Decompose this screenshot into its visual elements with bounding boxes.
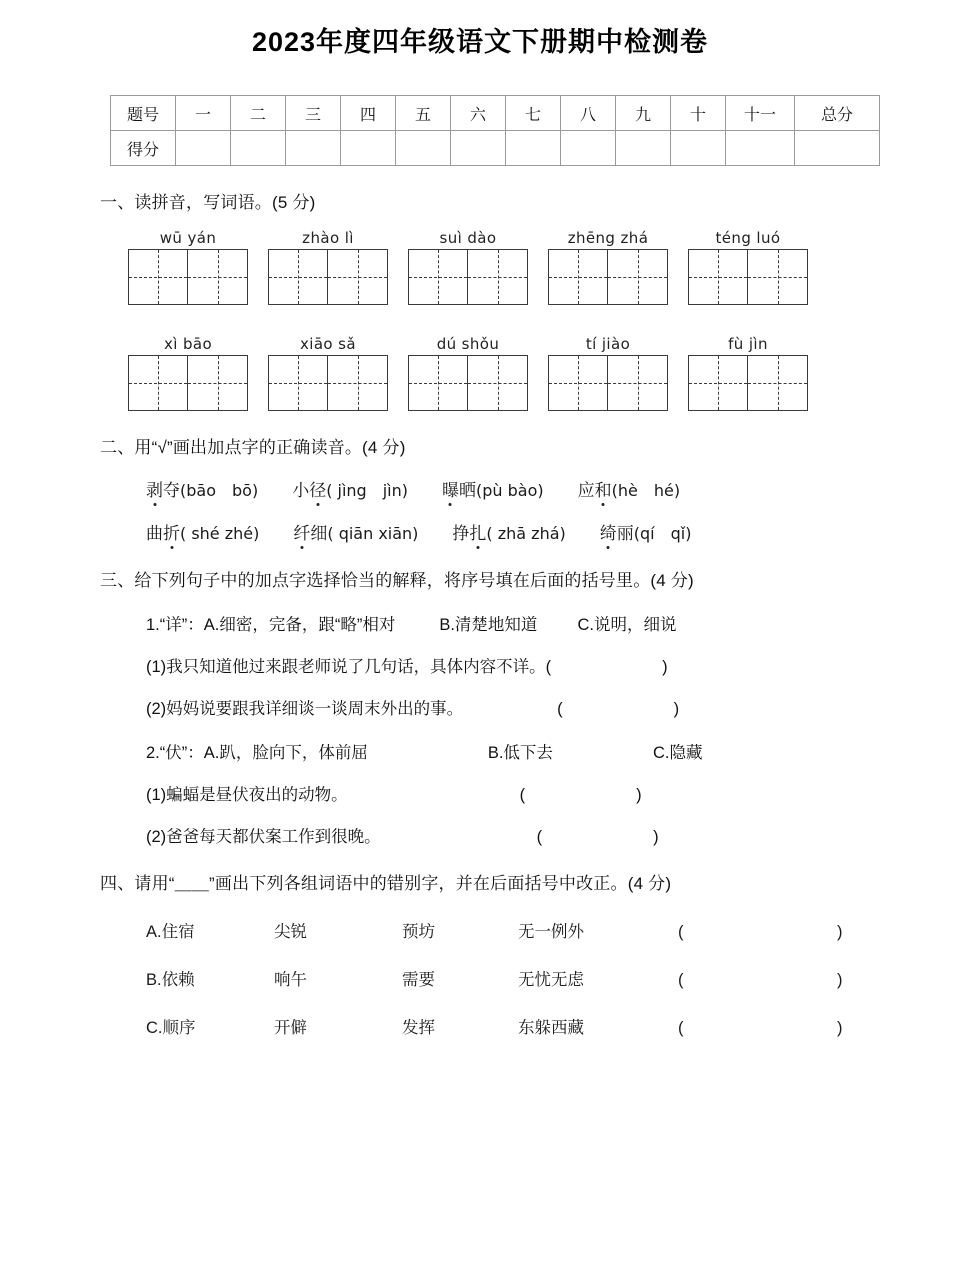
word-char: 小	[292, 481, 310, 500]
score-table-header-cell: 二	[231, 96, 286, 131]
pinyin-cell-group	[548, 227, 688, 305]
answer-blank[interactable]: ( )	[545, 658, 694, 676]
score-input-cell[interactable]	[616, 131, 671, 166]
pinyin-label: tí jiào	[585, 335, 631, 353]
tianzige-box[interactable]	[128, 249, 248, 305]
pinyin-options: ( qiān xiān)	[327, 524, 419, 543]
score-table-header-cell: 九	[616, 96, 671, 131]
word-item[interactable]: 无一例外	[518, 923, 584, 941]
dotted-character: 纤	[293, 519, 310, 544]
tianzige-box[interactable]	[548, 249, 668, 305]
correction-blank[interactable]: ( )	[678, 923, 869, 941]
pinyin-cell-group	[548, 333, 688, 411]
pinyin-options: ( shé zhé)	[180, 524, 260, 543]
tianzige-box[interactable]	[548, 355, 668, 411]
pronunciation-item[interactable]	[146, 519, 259, 544]
pinyin-cell-group	[408, 333, 548, 411]
pinyin-label: xiāo sǎ	[300, 335, 356, 353]
section-1-heading: 一、读拼音，写词语。(5 分)	[100, 193, 316, 212]
score-table-header-cell: 三	[286, 96, 341, 131]
word-group-label: C.顺序	[146, 1019, 196, 1037]
answer-blank[interactable]: ( )	[557, 700, 706, 718]
pinyin-label: wū yán	[159, 229, 217, 247]
score-input-cell[interactable]	[726, 131, 795, 166]
score-input-cell[interactable]	[396, 131, 451, 166]
pinyin-options: (bāo bō)	[180, 481, 259, 500]
section-4-heading: 四、请用“＿＿”画出下列各组词语中的错别字，并在后面括号中改正。(4 分)	[100, 874, 672, 893]
score-input-cell[interactable]	[506, 131, 561, 166]
pinyin-options: (hè hé)	[611, 481, 681, 500]
word-group-label: B.依赖	[146, 971, 195, 989]
dotted-character: 曝	[442, 476, 459, 501]
pinyin-label: dú shǒu	[436, 335, 500, 353]
table-row	[111, 96, 880, 131]
sentence-text: (1)我只知道他过来跟老师说了几句话，具体内容不详。	[146, 658, 546, 676]
word-item[interactable]: 需要	[402, 971, 435, 989]
wrong-char-row	[146, 1014, 960, 1038]
score-table	[110, 95, 880, 166]
meaning-sentence	[146, 653, 960, 677]
score-input-cell[interactable]	[795, 131, 880, 166]
word-char: 夺	[163, 481, 180, 500]
score-table-header-cell: 十一	[726, 96, 795, 131]
score-table-header-cell: 总分	[795, 96, 880, 131]
pinyin-label: fù jìn	[728, 335, 768, 353]
meaning-option-c: C.说明，细说	[577, 616, 677, 634]
pinyin-label: xì bāo	[163, 335, 213, 353]
dotted-character: 扎	[469, 519, 486, 544]
word-item[interactable]: 无忧无虑	[518, 971, 584, 989]
tianzige-box[interactable]	[688, 249, 808, 305]
pronunciation-item[interactable]	[292, 476, 408, 501]
score-table-header-cell: 八	[561, 96, 616, 131]
meaning-sentence	[146, 823, 960, 847]
score-table-row-label: 得分	[111, 131, 176, 166]
meaning-item-1-prompt	[146, 611, 960, 635]
meaning-option-b: B.清楚地知道	[439, 616, 538, 634]
answer-blank[interactable]: ( )	[536, 828, 685, 846]
sentence-text: (2)爸爸每天都伏案工作到很晚。	[146, 828, 381, 846]
score-input-cell[interactable]	[341, 131, 396, 166]
score-input-cell[interactable]	[561, 131, 616, 166]
pinyin-options: ( jìng jìn)	[326, 481, 408, 500]
meaning-sentence	[146, 781, 960, 805]
pinyin-cell-group	[268, 333, 408, 411]
pronunciation-row-2	[146, 519, 960, 544]
answer-blank[interactable]: ( )	[519, 786, 668, 804]
word-item[interactable]: 开僻	[274, 1019, 307, 1037]
pinyin-cell-group	[688, 333, 828, 411]
score-table-header-cell: 十	[671, 96, 726, 131]
pinyin-cell-group	[268, 227, 408, 305]
word-item[interactable]: 发挥	[402, 1019, 435, 1037]
word-group-label: A.住宿	[146, 923, 195, 941]
tianzige-box[interactable]	[268, 355, 388, 411]
score-table-header-cell: 六	[451, 96, 506, 131]
pinyin-cell-group	[408, 227, 548, 305]
pinyin-label: suì dào	[439, 229, 497, 247]
pinyin-label: zhēng zhá	[567, 229, 649, 247]
table-row	[111, 131, 880, 166]
sentence-text: (2)妈妈说要跟我详细谈一谈周末外出的事。	[146, 700, 464, 718]
pinyin-options: ( zhā zhá)	[486, 524, 566, 543]
score-table-header-cell: 四	[341, 96, 396, 131]
score-table-container	[110, 95, 853, 166]
word-char: 应	[577, 481, 595, 500]
word-char: 丽	[616, 524, 634, 543]
correction-blank[interactable]: ( )	[678, 1019, 869, 1037]
pinyin-cell-group	[688, 227, 828, 305]
pronunciation-item[interactable]	[600, 519, 692, 544]
pinyin-options: (pù bào)	[475, 481, 544, 500]
pinyin-cell-group	[128, 227, 268, 305]
section-2-heading: 二、用“√”画出加点字的正确读音。(4 分)	[100, 438, 406, 457]
tianzige-box[interactable]	[408, 249, 528, 305]
word-item[interactable]: 尖锐	[274, 923, 307, 941]
dotted-character: 径	[309, 476, 326, 501]
tianzige-box[interactable]	[408, 355, 528, 411]
score-table-header-cell: 七	[506, 96, 561, 131]
dotted-character: 和	[595, 476, 612, 501]
pronunciation-item[interactable]	[442, 476, 544, 501]
pronunciation-item[interactable]	[293, 519, 418, 544]
word-item[interactable]: 响午	[274, 971, 307, 989]
section-3-heading: 三、给下列句子中的加点字选择恰当的解释，将序号填在后面的括号里。(4 分)	[100, 571, 694, 590]
pinyin-label: téng luó	[715, 229, 781, 247]
meaning-prompt-text: 1.“详”：A.细密，完备，跟“略”相对	[146, 616, 396, 634]
word-char: 曲	[146, 524, 163, 543]
word-char: 细	[310, 524, 328, 543]
dotted-character: 折	[163, 519, 180, 544]
word-char: 挣	[452, 524, 470, 543]
pinyin-writing-block	[0, 227, 960, 411]
sentence-text: (1)蝙蝠是昼伏夜出的动物。	[146, 786, 348, 804]
wrong-char-row	[146, 966, 960, 990]
tianzige-box[interactable]	[688, 355, 808, 411]
dotted-character: 绮	[600, 519, 617, 544]
pronunciation-item[interactable]	[452, 519, 565, 544]
meaning-item-2-prompt	[146, 739, 960, 763]
score-table-row-label: 题号	[111, 96, 176, 131]
correction-blank[interactable]: ( )	[678, 971, 869, 989]
dotted-character: 剥	[146, 476, 163, 501]
page-title: 2023年度四年级语文下册期中检测卷	[251, 27, 709, 57]
score-table-header-cell: 五	[396, 96, 451, 131]
score-input-cell[interactable]	[176, 131, 231, 166]
pronunciation-row-1	[146, 476, 960, 501]
pinyin-row-2	[128, 333, 828, 411]
word-item[interactable]: 预坊	[402, 923, 435, 941]
meaning-sentence	[146, 695, 960, 719]
wrong-char-row	[146, 918, 960, 942]
score-input-cell[interactable]	[286, 131, 341, 166]
tianzige-box[interactable]	[268, 249, 388, 305]
word-char: 晒	[458, 481, 476, 500]
meaning-option-b: B.低下去	[487, 744, 553, 762]
word-item[interactable]: 东躲西藏	[518, 1019, 584, 1037]
pronunciation-item[interactable]	[146, 476, 258, 501]
pinyin-options: (qí qǐ)	[633, 524, 692, 543]
tianzige-box[interactable]	[128, 355, 248, 411]
score-table-header-cell: 一	[176, 96, 231, 131]
pinyin-row-1	[128, 227, 828, 305]
score-input-cell[interactable]	[671, 131, 726, 166]
score-input-cell[interactable]	[231, 131, 286, 166]
pinyin-cell-group	[128, 333, 268, 411]
pinyin-label: zhào lì	[302, 229, 354, 247]
pronunciation-item[interactable]	[578, 476, 680, 501]
score-input-cell[interactable]	[451, 131, 506, 166]
meaning-option-c: C.隐藏	[652, 744, 703, 762]
meaning-prompt-text: 2.“伏”：A.趴，脸向下，体前屈	[146, 744, 368, 762]
